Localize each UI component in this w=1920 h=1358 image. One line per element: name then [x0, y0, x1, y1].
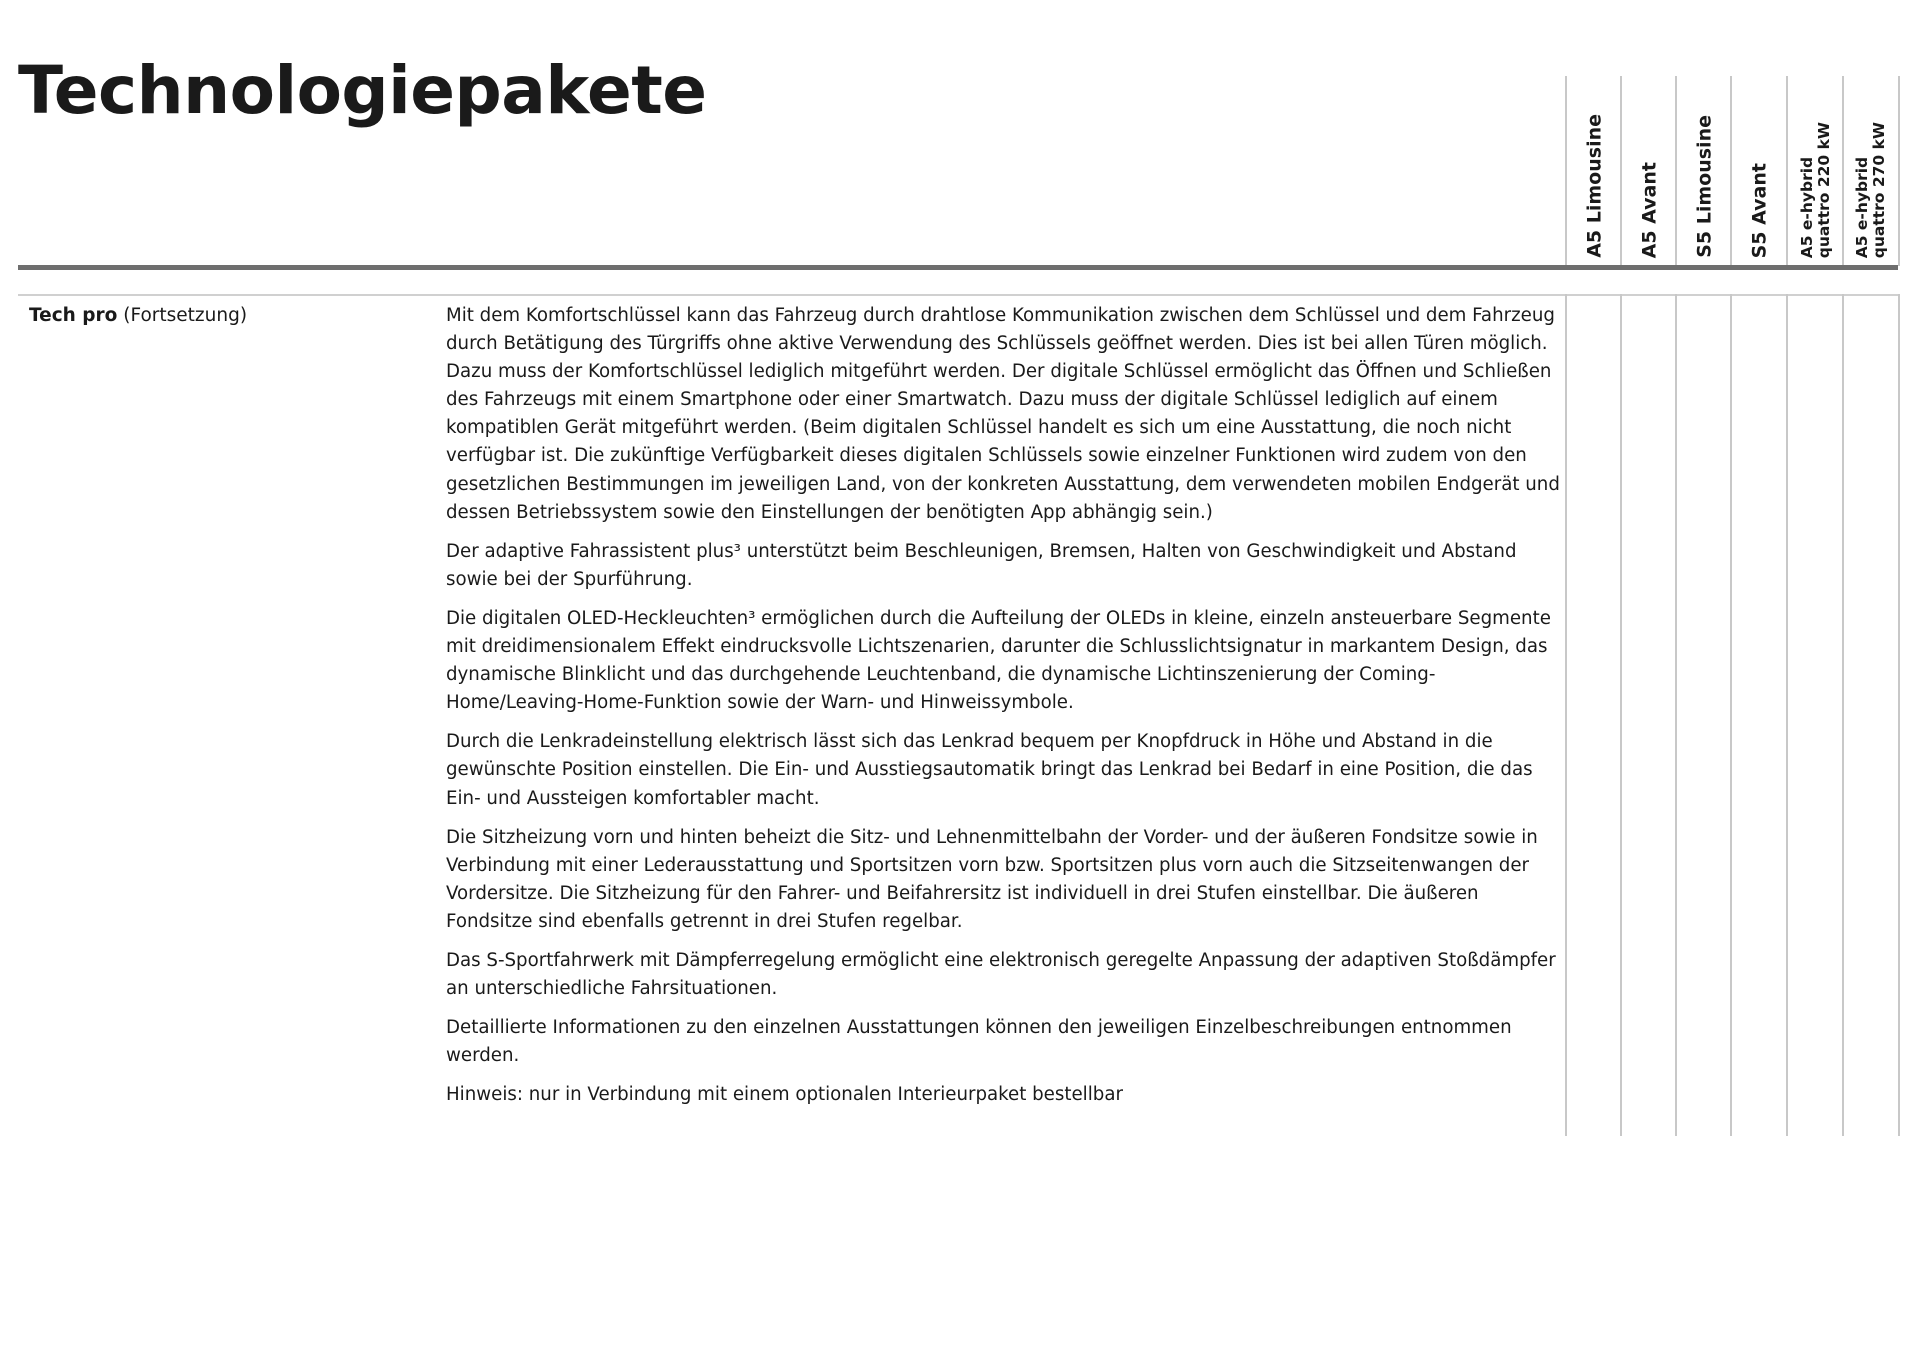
column-label: A5 Limousine	[1583, 114, 1606, 258]
description-paragraph: Hinweis: nur in Verbindung mit einem optionalen Interieurpaket bestellbar	[446, 1084, 1123, 1106]
column-label: A5 e-hybrid quattro 220 kW	[1797, 121, 1833, 258]
column-header-s5-avant	[1730, 76, 1788, 266]
column-label: A5 Avant	[1638, 161, 1661, 258]
table-cell	[1730, 294, 1788, 1136]
description-paragraph: Detaillierte Informationen zu den einzelnen Ausstattungen können den jeweiligen Einzelbeschreibungen entnommen werden.	[446, 1017, 1512, 1067]
description-paragraph: Das S-Sportfahrwerk mit Dämpferregelung ermöglicht eine elektronisch geregelte Anpassung der adaptiven Stoßdämpfer an unterschiedliche Fahrsituationen.	[446, 949, 1556, 1000]
column-header-a5-e-hybrid-220	[1786, 76, 1844, 266]
description-paragraph: Die digitalen OLED-Heckleuchten³ ermöglichen durch die Aufteilung der OLEDs in kleine, einzeln ansteuerbare Segmente mit dreidimensionalem Effekt eindrucksvolle Lichtszenarien, darunter die Schlusslichtsignatur in markantem Design, das dynamische Blinklicht und das durchgehende Leuchtenband, die dynamische Lichtinszenierung der Coming-Home/Leaving-Home-Funktion sowie der Warn- und Hinweissymbole.	[446, 607, 1551, 714]
column-label: S5 Limousine	[1693, 115, 1716, 258]
header-divider	[18, 265, 1898, 270]
table-cell	[1786, 294, 1844, 1136]
page-title: Technologiepakete	[18, 52, 707, 129]
column-header-a5-e-hybrid-270	[1842, 76, 1900, 266]
table-cell	[1620, 294, 1677, 1136]
column-header-s5-limousine	[1675, 76, 1732, 266]
column-label: S5 Avant	[1748, 162, 1771, 258]
description-paragraph: Durch die Lenkradeinstellung elektrisch lässt sich das Lenkrad bequem per Knopfdruck in Höhe und Abstand in die gewünschte Position einstellen. Die Ein- und Ausstiegsautomatik bringt das Lenkrad bei Bedarf in eine Position, die das Ein- und Aussteigen komfortabler macht.	[446, 731, 1533, 809]
column-header-a5-limousine	[1565, 76, 1622, 266]
row-label-title: Tech pro	[29, 305, 118, 326]
description-paragraph: Der adaptive Fahrassistent plus³ unterstützt beim Beschleunigen, Bremsen, Halten von Geschwindigkeit und Abstand sowie bei der Spurführung.	[446, 540, 1517, 590]
row-label	[29, 302, 247, 330]
table-cell	[1565, 294, 1622, 1136]
table-cell	[1842, 294, 1900, 1136]
table-cell	[1675, 294, 1732, 1136]
description-paragraph: Die Sitzheizung vorn und hinten beheizt die Sitz- und Lehnenmittelbahn der Vorder- und der äußeren Fondsitze sowie in Verbindung mit einer Lederausstattung und Sportsitzen vorn bzw. Sportsitzen plus vorn auch die Sitzseitenwangen der Vordersitze. Die Sitzheizung für den Fahrer- und Beifahrersitz ist individuell in drei Stufen einstellbar. Die äußeren Fondsitze sind ebenfalls getrennt in drei Stufen regelbar.	[446, 826, 1538, 932]
row-label-suffix: (Fortsetzung)	[123, 305, 248, 326]
description-paragraph: Mit dem Komfortschlüssel kann das Fahrzeug durch drahtlose Kommunikation zwischen dem Schlüssel und dem Fahrzeug durch Betätigung des Türgriffs ohne aktive Verwendung des Schlüssels geöffnet werden. Dies ist bei allen Türen möglich. Dazu muss der Komfortschlüssel lediglich mitgeführt werden. Der digitale Schlüssel ermöglicht das Öffnen und Schließen des Fahrzeugs mit einem Smartphone oder einer Smartwatch. Dazu muss der digitale Schlüssel lediglich auf einem kompatiblen Gerät mitgeführt werden. (Beim digitalen Schlüssel handelt es sich um eine Ausstattung, die noch nicht verfügbar ist. Die zukünftige Verfügbarkeit dieses digitalen Schlüssels sowie einzelner Funktionen wird zudem von den gesetzlichen Bestimmungen im jeweiligen Land, von der konkreten Ausstattung, dem verwendeten mobilen Endgerät und dessen Betriebssystem sowie den Einstellungen der benötigten App abhängig sein.)	[446, 305, 1560, 523]
column-header-a5-avant	[1620, 76, 1677, 266]
row-description	[446, 302, 1561, 1120]
column-label: A5 e-hybrid quattro 270 kW	[1852, 121, 1888, 258]
